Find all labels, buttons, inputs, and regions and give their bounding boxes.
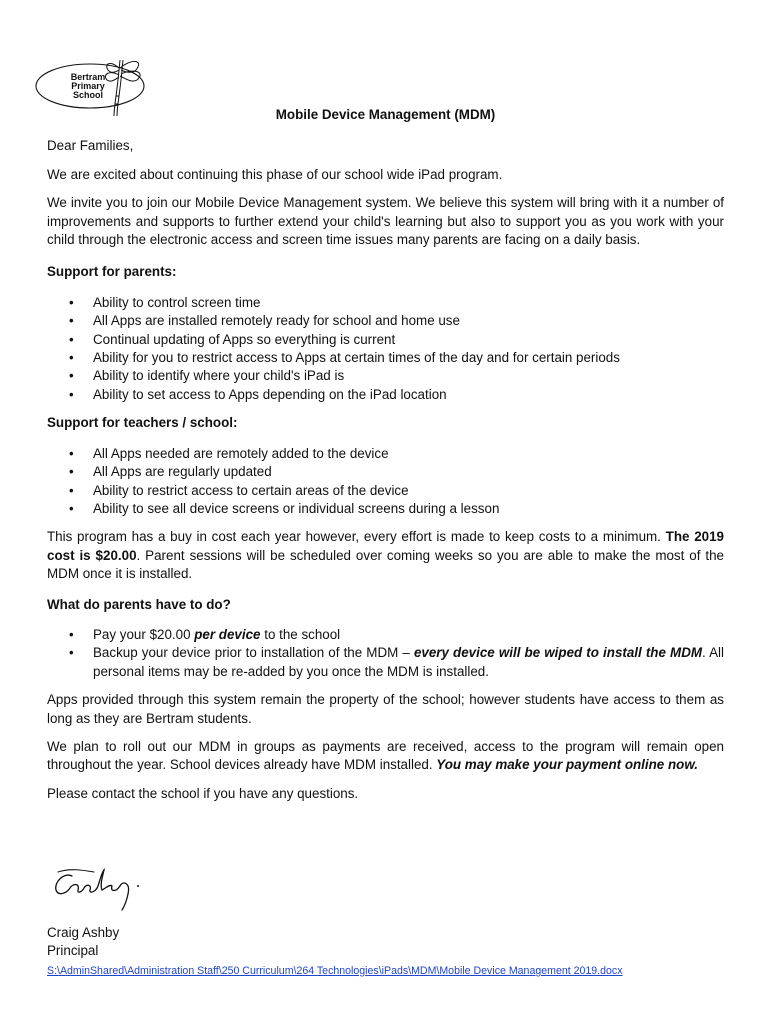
teachers-support-heading: Support for teachers / school:: [47, 415, 238, 431]
todo-heading: What do parents have to do?: [47, 596, 231, 612]
letter-body: [47, 106, 724, 813]
list-item: • Ability to identify where your child's iPad is: [47, 367, 724, 385]
contact-paragraph: Please contact the school if you have any questions.: [47, 785, 359, 801]
cost-paragraph: [47, 528, 724, 583]
todo-text: Pay your $20.00: [93, 626, 195, 642]
list-item: • All Apps are installed remotely ready for school and home use: [47, 312, 724, 330]
page-title: Mobile Device Management (MDM): [275, 107, 496, 122]
list-item: • Ability for you to restrict access to Apps at certain times of the day and for certain periods: [47, 349, 724, 367]
teachers-support-list: [47, 445, 724, 519]
list-item: • Ability to control screen time: [47, 294, 724, 312]
logo-line: Bertram: [70, 72, 106, 82]
file-path-link[interactable]: S:\AdminShared\Administration Staff\250 Curriculum\264 Technologies\iPads\MDM\Mobile Device Management 2019.docx: [47, 965, 623, 977]
list-item: • All Apps are regularly updated: [47, 463, 724, 481]
logo-line: School: [72, 90, 103, 100]
cost-text: This program has a buy in cost each year however, every effort is made to keep costs to a minimum.: [47, 529, 666, 545]
logo-text: [59, 73, 117, 100]
rollout-text: We plan to roll out our MDM in groups as payments are received, access to the program will remain open throughout the year. School devices already have MDM installed.: [47, 738, 724, 773]
todo-emphasis: every device will be wiped to install the MDM: [413, 645, 703, 661]
parents-support-list: [47, 294, 724, 404]
list-item: [47, 626, 724, 644]
todo-text-after: . All personal items may be re-added by you once the MDM is installed.: [93, 645, 725, 679]
list-item: • Ability to restrict access to certain areas of the device: [47, 482, 724, 500]
todo-list: [47, 626, 724, 681]
todo-text: Backup your device prior to installation of the MDM –: [93, 645, 414, 661]
signature-image: [50, 852, 180, 912]
salutation: Dear Families,: [47, 138, 134, 154]
parents-support-heading: Support for parents:: [47, 264, 177, 280]
cost-text-after: . Parent sessions will be scheduled over coming weeks so you are able to make the most of the MDM once it is installed.: [47, 547, 724, 582]
todo-emphasis: per device: [194, 626, 261, 642]
list-item: • Ability to set access to Apps depending on the iPad location: [47, 386, 724, 404]
signatory-block: [47, 924, 119, 961]
list-item: • Ability to see all device screens or individual screens during a lesson: [47, 500, 724, 518]
rollout-emphasis: You may make your payment online now.: [436, 757, 698, 773]
todo-text-after: to the school: [260, 626, 341, 642]
property-paragraph: Apps provided through this system remain the property of the school; however students have access to them as long as they are Bertram students.: [47, 692, 724, 726]
signatory-name: Craig Ashby: [47, 925, 120, 940]
invite-paragraph: We invite you to join our Mobile Device Management system. We believe this system will bring with it a number of improvements and supports to further extend your child's learning but also to support you as you work with your child through the electronic access and screen time issues many parents are facing on a daily basis.: [47, 195, 724, 248]
list-item: [47, 644, 724, 681]
logo-line: Primary: [71, 81, 105, 91]
intro-paragraph: We are excited about continuing this phase of our school wide iPad program.: [47, 166, 503, 182]
rollout-paragraph: [47, 738, 724, 775]
list-item: • Continual updating of Apps so everything is current: [47, 331, 724, 349]
list-item: • All Apps needed are remotely added to the device: [47, 445, 724, 463]
cost-amount: The 2019 cost is $20.00: [47, 529, 724, 563]
signatory-role: Principal: [47, 943, 99, 959]
